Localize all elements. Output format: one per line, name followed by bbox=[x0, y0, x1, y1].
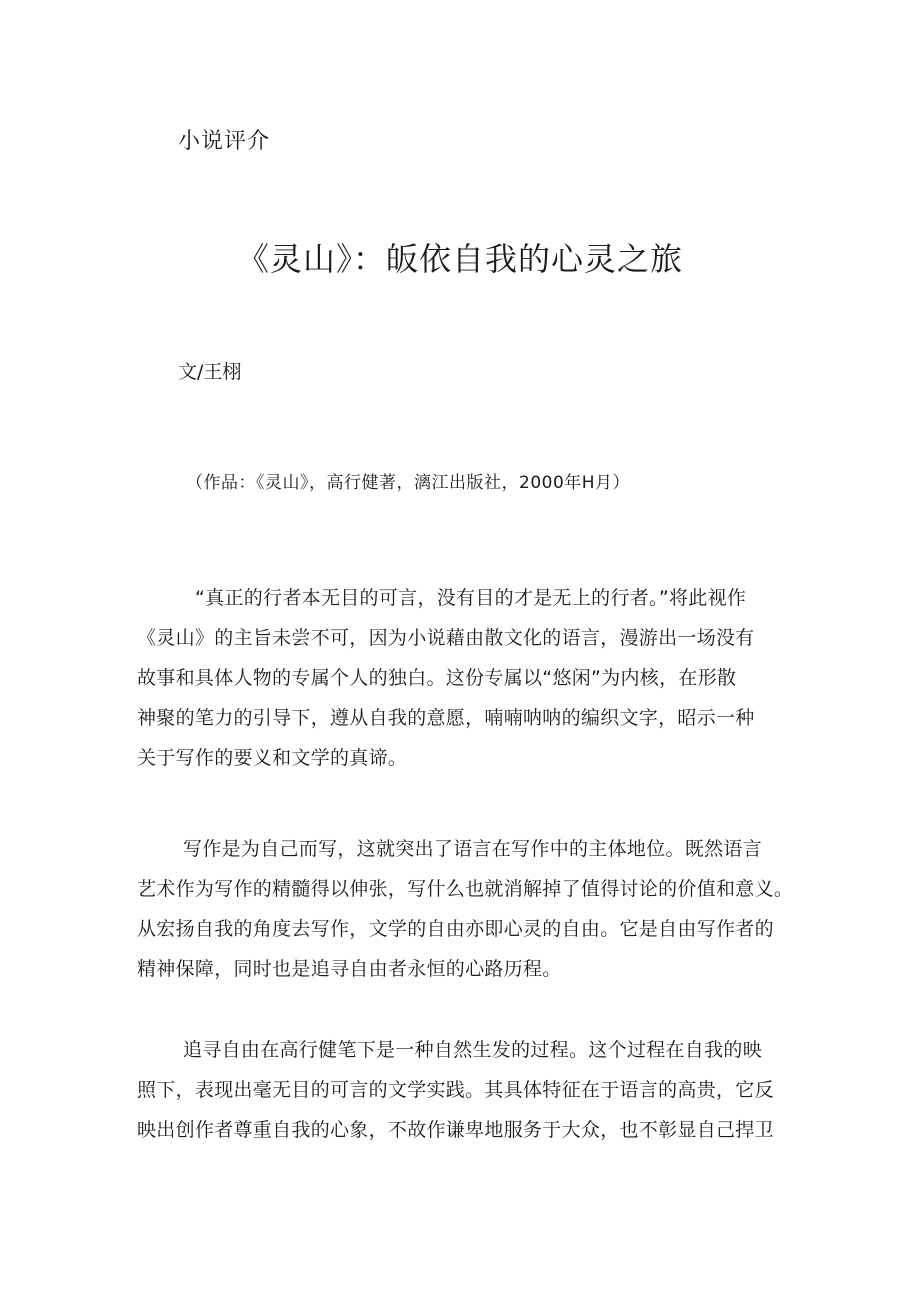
paragraph-line: 从宏扬自我的角度去写作，文学的自由亦即心灵的自由。它是自由写作者的 bbox=[137, 918, 774, 940]
paragraph-line: 写作是为自己而写，这就突出了语言在写作中的主体地位。既然语言 bbox=[183, 838, 763, 860]
author-byline: 文/王栩 bbox=[178, 361, 242, 383]
paragraph-line: 精神保障，同时也是追寻自由者永恒的心路历程。 bbox=[137, 958, 562, 980]
paragraph-2 bbox=[137, 829, 809, 989]
paragraph-line: 《灵山》的主旨未尝不可，因为小说藉由散文化的语言，漫游出一场没有 bbox=[137, 627, 755, 649]
category-label: 小说评介 bbox=[178, 129, 271, 154]
work-info: （作品：《灵山》，高行健著，漓江出版社，2000年H月） bbox=[186, 473, 631, 493]
paragraph-line: “真正的行者本无目的可言，没有目的才是无上的行者。”将此视作 bbox=[195, 587, 747, 609]
paragraph-line: 神聚的笔力的引导下，遵从自我的意愿，喃喃呐呐的编织文字，昭示一种 bbox=[137, 707, 755, 729]
article-title: 《灵山》：皈依自我的心灵之旅 bbox=[236, 240, 683, 278]
paragraph-line: 照下，表现出毫无目的可言的文学实践。其具体特征在于语言的高贵，它反 bbox=[137, 1079, 774, 1101]
paragraph-line: 艺术作为写作的精髓得以伸张，写什么也就消解掉了值得讨论的价值和意义。 bbox=[137, 878, 794, 900]
paragraph-3 bbox=[137, 1030, 809, 1150]
paragraph-1 bbox=[137, 578, 809, 778]
paragraph-line: 关于写作的要义和文学的真谛。 bbox=[137, 747, 408, 769]
paragraph-line: 故事和具体人物的专属个人的独白。这份专属以“悠闲”为内核，在形散 bbox=[137, 667, 737, 689]
paragraph-line: 映出创作者尊重自我的心象，不故作谦卑地服务于大众，也不彰显自己捍卫 bbox=[137, 1119, 774, 1141]
paragraph-line: 追寻自由在高行健笔下是一种自然生发的过程。这个过程在自我的映 bbox=[183, 1039, 763, 1061]
